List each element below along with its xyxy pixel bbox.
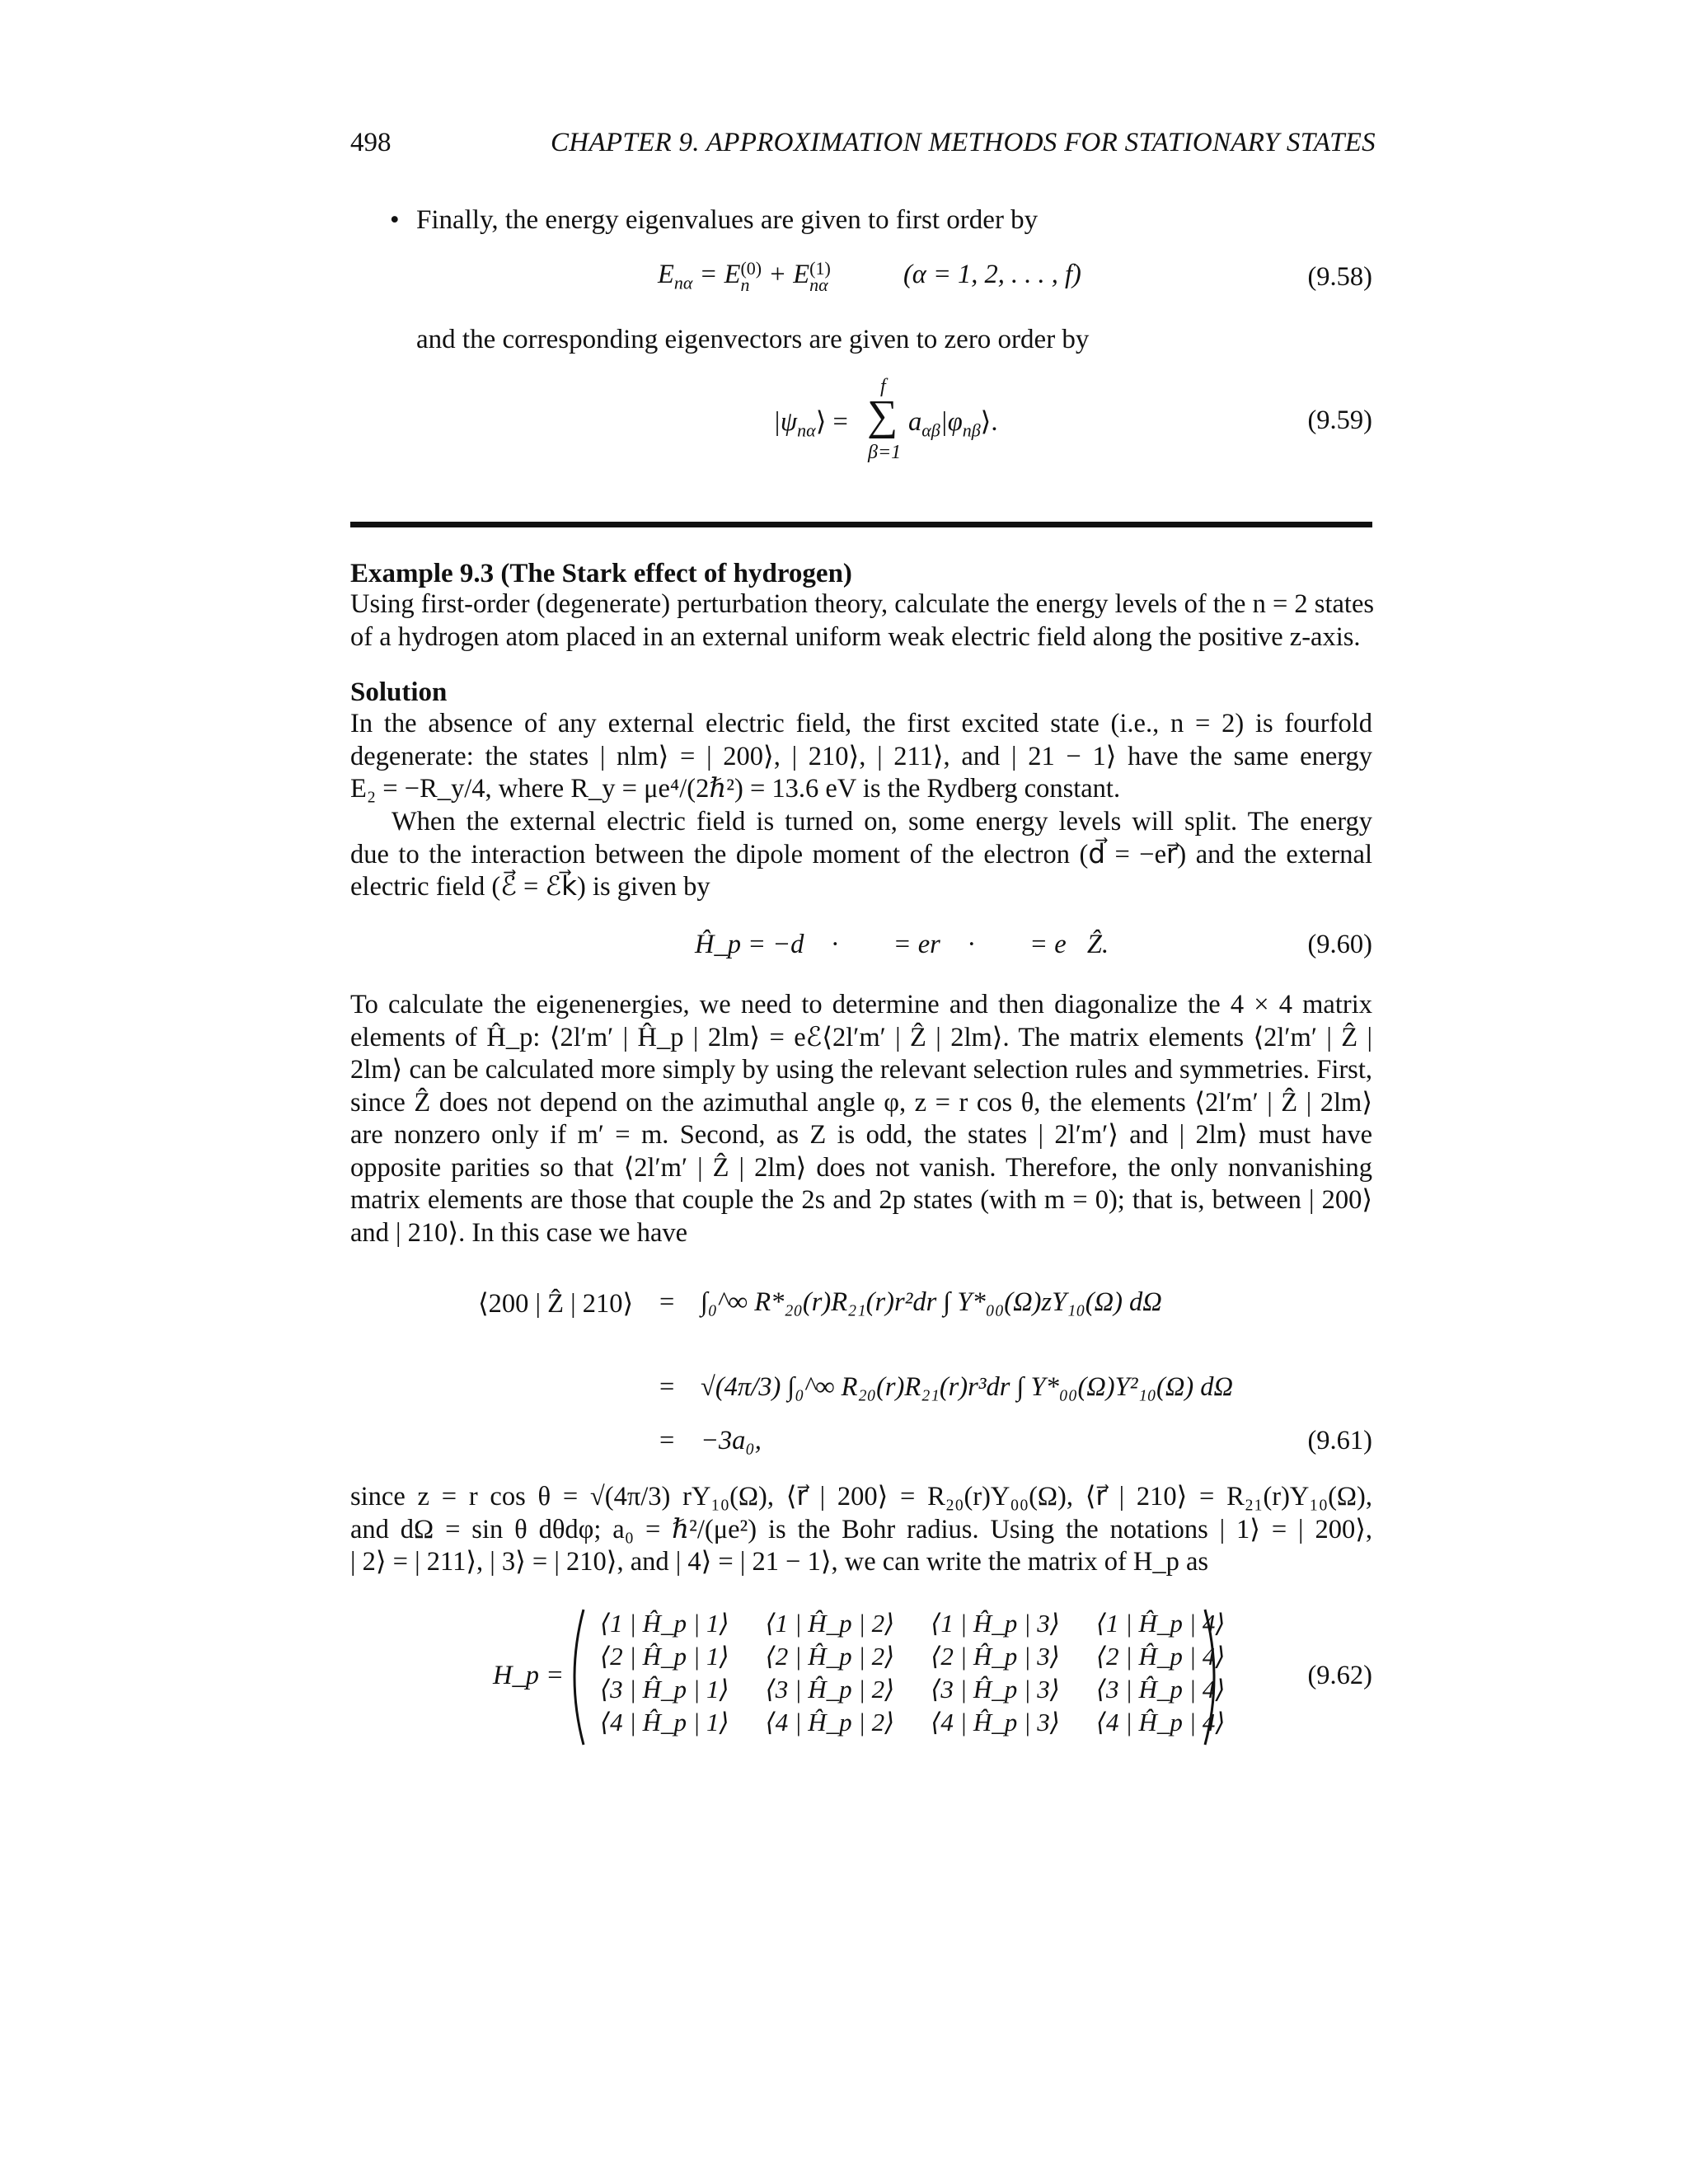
paragraph-line: since Ẑ does not depend on the azimuthal angle φ, z = r cos θ, the elements ⟨2l′m′ | Ẑ | 2lm⟩ bbox=[350, 1087, 1372, 1118]
example-statement bbox=[350, 588, 1375, 654]
paragraph-line: | 2⟩ = | 211⟩, | 3⟩ = | 210⟩, and | 4⟩ = | 21 − 1⟩, we can write the matrix of H_p as bbox=[350, 1547, 1209, 1577]
matrix-element: ⟨4 | Ĥ_p | 3⟩ bbox=[931, 1708, 1060, 1736]
paragraph-line: and dΩ = sin θ dθdφ; a₀ = ℏ²/(μe²) is the Bohr radius. Using the notations | 1⟩ = | 200⟩, bbox=[350, 1514, 1372, 1544]
example-divider-rule bbox=[350, 522, 1372, 527]
matrix-hp bbox=[582, 1607, 1244, 1739]
matrix-element: ⟨1 | Ĥ_p | 3⟩ bbox=[931, 1609, 1060, 1638]
paragraph-line: 2lm⟩ can be calculated more simply by using the relevant selection rules and symmetries. First, bbox=[350, 1055, 1372, 1085]
equation-number-9-62: (9.62) bbox=[1307, 1661, 1372, 1690]
equation-9-61-line-3: −3a₀, bbox=[701, 1426, 762, 1455]
matrix-row bbox=[582, 1607, 1244, 1640]
equation-9-59-body: $a_{\alpha\beta}|\varphi_{n\beta}⟩$. bbox=[908, 407, 998, 441]
running-title: CHAPTER 9. APPROXIMATION METHODS FOR STATIONARY STATES bbox=[551, 128, 1376, 157]
matrix-element: ⟨3 | Ĥ_p | 2⟩ bbox=[765, 1675, 895, 1704]
matrix-element: ⟨4 | Ĥ_p | 4⟩ bbox=[1095, 1708, 1226, 1736]
paragraph-eigenvectors: and the corresponding eigenvectors are given to zero order by bbox=[416, 325, 1090, 354]
paragraph-line: To calculate the eigenenergies, we need to determine and then diagonalize the 4 × 4 matrix bbox=[350, 990, 1372, 1019]
matrix-element: ⟨1 | Ĥ_p | 1⟩ bbox=[600, 1609, 729, 1638]
solution-paragraph-3 bbox=[350, 989, 1372, 1249]
matrix-element: ⟨1 | Ĥ_p | 2⟩ bbox=[765, 1609, 895, 1638]
solution-heading: Solution bbox=[350, 677, 448, 707]
paragraph-line: and | 210⟩. In this case we have bbox=[350, 1217, 688, 1248]
matrix-element: ⟨3 | Ĥ_p | 3⟩ bbox=[931, 1675, 1060, 1704]
example-title: Example 9.3 (The Stark effect of hydrogen) bbox=[350, 559, 852, 588]
matrix-element: ⟨2 | Ĥ_p | 2⟩ bbox=[765, 1642, 895, 1671]
equation-9-60: Ĥ_p = −d⃗ · ℰ⃗ = er⃗ · ℰ⃗ = eℰẐ. bbox=[695, 930, 1109, 959]
equation-9-61-line-1: ∫₀^∞ R*₂₀(r)R₂₁(r)r²dr ∫ Y*₀₀(Ω)zY₁₀(Ω) dΩ bbox=[701, 1287, 1162, 1317]
equation-9-61-lhs: ⟨200 | Ẑ | 210⟩ bbox=[478, 1289, 634, 1319]
matrix-row bbox=[582, 1706, 1244, 1739]
equation-9-62-lhs: H_p = bbox=[493, 1661, 565, 1690]
matrix-element: ⟨4 | Ĥ_p | 1⟩ bbox=[600, 1708, 729, 1736]
matrix-element: ⟨3 | Ĥ_p | 4⟩ bbox=[1095, 1675, 1226, 1704]
statement-line: Using first-order (degenerate) perturbation theory, calculate the energy levels of the n = 2 states bbox=[350, 589, 1375, 619]
equation-equals: = bbox=[659, 1287, 675, 1317]
equation-number-9-61: (9.61) bbox=[1307, 1426, 1372, 1455]
bullet-glyph: • bbox=[390, 205, 400, 235]
paragraph-line: due to the interaction between the dipole moment of the electron (d⃗ = −er⃗) and the external bbox=[350, 839, 1372, 869]
equation-equals: = bbox=[659, 1426, 675, 1455]
matrix-element: ⟨1 | Ĥ_p | 4⟩ bbox=[1095, 1609, 1226, 1638]
matrix-element: ⟨2 | Ĥ_p | 4⟩ bbox=[1095, 1642, 1226, 1671]
paragraph-line: degenerate: the states | nlm⟩ = | 200⟩, | 210⟩, | 211⟩, and | 21 − 1⟩ have the same energy bbox=[350, 741, 1372, 771]
paragraph-line: opposite parities so that ⟨2l′m′ | Ẑ | 2lm⟩ does not vanish. Therefore, the only nonvanishing bbox=[350, 1152, 1372, 1183]
matrix-element: ⟨2 | Ĥ_p | 1⟩ bbox=[600, 1642, 729, 1671]
equation-number-9-58: (9.58) bbox=[1307, 262, 1372, 292]
paragraph-line: When the external electric field is turned on, some energy levels will split. The energy bbox=[392, 807, 1372, 837]
equation-number-9-59: (9.59) bbox=[1307, 405, 1372, 435]
paragraph-line: electric field (ℰ⃗ = ℰk⃗) is given by bbox=[350, 872, 710, 902]
paragraph-line: In the absence of any external electric field, the first excited state (i.e., n = 2) is fourfold bbox=[350, 709, 1372, 738]
sum-upper-limit: f bbox=[880, 376, 886, 397]
sum-lower-limit: β=1 bbox=[868, 442, 902, 463]
statement-line: of a hydrogen atom placed in an external uniform weak electric field along the positive z-axis. bbox=[350, 621, 1361, 652]
equation-number-9-60: (9.60) bbox=[1307, 930, 1372, 959]
summation-sign: ∑ bbox=[867, 392, 898, 439]
page-number: 498 bbox=[350, 128, 392, 157]
equation-9-58: $E_{n\alpha} = E$ (0) n + E (1) nα (α = 1, 2, . . . , f) bbox=[658, 257, 1081, 295]
matrix-row bbox=[582, 1640, 1244, 1673]
paragraph-line: E₂ = −R_y/4, where R_y = μe⁴/(2ℏ²) = 13.6 eV is the Rydberg constant. bbox=[350, 774, 1121, 804]
solution-paragraph-4 bbox=[350, 1481, 1372, 1579]
paragraph-line: since z = r cos θ = √(4π/3) rY₁₀(Ω), ⟨r⃗ | 200⟩ = R₂₀(r)Y₀₀(Ω), ⟨r⃗ | 210⟩ = R₂₁(r)Y₁₀(Ω), bbox=[350, 1482, 1372, 1511]
matrix-right-paren bbox=[1202, 1607, 1226, 1747]
bullet-text: Finally, the energy eigenvalues are given to first order by bbox=[416, 205, 1039, 235]
matrix-row bbox=[582, 1673, 1244, 1706]
equation-9-61-line-2: √(4π/3) ∫₀^∞ R₂₀(r)R₂₁(r)r³dr ∫ Y*₀₀(Ω)Y²₁₀(Ω) dΩ bbox=[701, 1372, 1234, 1402]
matrix-element: ⟨4 | Ĥ_p | 2⟩ bbox=[765, 1708, 895, 1736]
matrix-element: ⟨3 | Ĥ_p | 1⟩ bbox=[600, 1675, 729, 1704]
solution-paragraph-1 bbox=[350, 708, 1372, 806]
solution-paragraph-2 bbox=[350, 806, 1372, 904]
equation-equals: = bbox=[659, 1372, 675, 1402]
matrix-element: ⟨2 | Ĥ_p | 3⟩ bbox=[931, 1642, 1060, 1671]
paragraph-line: are nonzero only if m′ = m. Second, as Z is odd, the states | 2l′m′⟩ and | 2lm⟩ must have bbox=[350, 1120, 1372, 1150]
paragraph-line: elements of Ĥ_p: ⟨2l′m′ | Ĥ_p | 2lm⟩ = eℰ⟨2l′m′ | Ẑ | 2lm⟩. The matrix elements ⟨2l′m′ | Ẑ | bbox=[350, 1022, 1372, 1052]
paragraph-line: matrix elements are those that couple the 2s and 2p states (with m = 0); that is, between | 200⟩ bbox=[350, 1185, 1372, 1215]
equation-9-59: $|\psi_{n\alpha}⟩$ = bbox=[773, 407, 848, 441]
